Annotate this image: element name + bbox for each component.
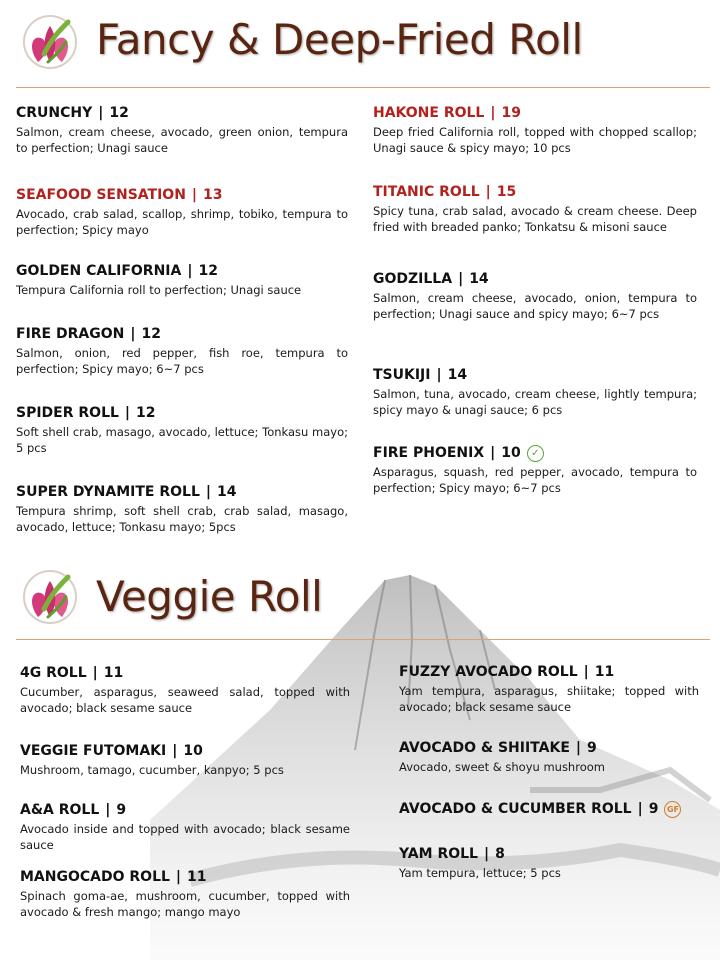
menu-item [373, 104, 697, 156]
item-name: A&A ROLL [20, 802, 100, 818]
item-price: 15 [496, 184, 517, 200]
item-price: 9 [116, 802, 127, 818]
item-description: Spicy tuna, crab salad, avocado & cream cheese. Deep fried with breaded panko; Tonkatsu & misoni sauce [373, 204, 697, 234]
item-name: VEGGIE FUTOMAKI [20, 743, 167, 759]
item-name-line [16, 325, 348, 343]
item-name: TITANIC ROLL [373, 184, 480, 200]
item-name: YAM ROLL [399, 846, 478, 862]
item-name-line [373, 444, 697, 462]
item-name-line [20, 868, 350, 886]
menu-item [16, 186, 348, 238]
item-description: Mushroom, tamago, cucumber, kanpyo; 5 pcs [20, 763, 284, 777]
separator: | [105, 802, 111, 818]
item-name-line [399, 800, 709, 818]
item-description: Deep fried California roll, topped with chopped scallop; Unagi sauce & spicy mayo; 10 pcs [373, 125, 697, 155]
item-description: Tempura California roll to perfection; Unagi sauce [16, 283, 302, 297]
item-name-line [16, 262, 348, 280]
lotus-logo-icon [22, 12, 80, 74]
item-name: SEAFOOD SENSATION [16, 187, 186, 203]
item-name: FIRE PHOENIX [373, 445, 485, 461]
item-description: Cucumber, asparagus, seaweed salad, topped with avocado; black sesame sauce [20, 685, 350, 715]
item-name: MANGOCADO ROLL [20, 869, 170, 885]
separator: | [187, 263, 193, 279]
separator: | [205, 484, 211, 500]
separator: | [172, 743, 178, 759]
item-name-line [399, 845, 699, 863]
section-header-fancy [0, 0, 720, 80]
section-title: Fancy & Deep-Fried Roll [96, 15, 583, 64]
item-price: 12 [109, 105, 129, 121]
item-price: 13 [203, 187, 223, 203]
item-price: 10 [501, 445, 521, 461]
item-name: TSUKIJI [373, 367, 431, 383]
menu-item [373, 183, 697, 235]
item-description: Avocado, sweet & shoyu mushroom [399, 760, 605, 774]
menu-item [373, 270, 697, 322]
item-price: 10 [183, 743, 203, 759]
menu-item [16, 325, 348, 377]
item-name-line [373, 270, 697, 288]
item-name-line [399, 739, 699, 757]
item-description: Avocado inside and topped with avocado; black sesame sauce [20, 822, 350, 852]
menu-item [399, 739, 699, 775]
item-name: FIRE DRAGON [16, 326, 125, 342]
gluten-free-icon: GF [664, 801, 681, 818]
separator: | [98, 105, 104, 121]
item-price: 9 [587, 740, 597, 756]
item-price: 9 [648, 801, 659, 817]
menu-item [373, 444, 697, 496]
item-description: Salmon, tuna, avocado, cream cheese, lightly tempura; spicy mayo & unagi sauce; 6 pcs [373, 387, 697, 417]
item-price: 11 [594, 664, 615, 680]
item-name: AVOCADO & CUCUMBER ROLL [399, 801, 632, 817]
item-description: Tempura shrimp, soft shell crab, crab salad, masago, avocado, lettuce; Tonkasu mayo; 5pcs [16, 504, 348, 534]
menu-item [373, 366, 697, 418]
item-name: HAKONE ROLL [373, 105, 485, 121]
item-name: 4G ROLL [20, 665, 87, 681]
section-header-veggie [0, 555, 720, 635]
section-divider [16, 639, 710, 640]
section-title: Veggie Roll [96, 572, 323, 621]
item-name-line [373, 366, 697, 384]
lotus-logo-icon [22, 567, 80, 629]
item-name-line [20, 664, 350, 682]
vegetarian-leaf-icon: ✓ [527, 445, 544, 462]
item-description: Soft shell crab, masago, avocado, lettuce; Tonkasu mayo; 5 pcs [16, 425, 348, 455]
separator: | [124, 405, 131, 421]
item-name: SPIDER ROLL [16, 405, 119, 421]
item-description: Asparagus, squash, red pepper, avocado, tempura to perfection; Spicy mayo; 6~7 pcs [373, 465, 697, 495]
item-price: 12 [136, 405, 156, 421]
separator: | [483, 846, 490, 862]
menu-item [399, 663, 699, 715]
separator: | [175, 869, 182, 885]
item-name: AVOCADO & SHIITAKE [399, 740, 570, 756]
menu-item [16, 262, 348, 298]
separator: | [191, 187, 198, 203]
item-name: FUZZY AVOCADO ROLL [399, 664, 578, 680]
item-price: 14 [217, 484, 237, 500]
item-name: SUPER DYNAMITE ROLL [16, 484, 200, 500]
item-name-line [373, 104, 697, 122]
separator: | [583, 664, 589, 680]
item-price: 14 [469, 271, 489, 287]
item-name-line [399, 663, 699, 681]
separator: | [485, 184, 491, 200]
item-price: 8 [495, 846, 505, 862]
item-description: Yam tempura, asparagus, shiitake; topped with avocado; black sesame sauce [399, 684, 699, 714]
item-description: Spinach goma-ae, mushroom, cucumber, topped with avocado & fresh mango; mango mayo [20, 889, 350, 919]
item-name-line [16, 186, 348, 204]
item-name-line [373, 183, 697, 201]
item-description: Salmon, onion, red pepper, fish roe, tempura to perfection; Spicy mayo; 6~7 pcs [16, 346, 348, 376]
separator: | [130, 326, 136, 342]
item-name: GODZILLA [373, 271, 453, 287]
item-price: 11 [187, 869, 207, 885]
item-name-line [16, 483, 348, 501]
menu-item [20, 801, 350, 853]
separator: | [92, 665, 98, 681]
item-price: 12 [198, 263, 218, 279]
item-name-line [16, 104, 348, 122]
item-name-line [20, 742, 350, 760]
menu-item [16, 483, 348, 535]
item-description: Avocado, crab salad, scallop, shrimp, tobiko, tempura to perfection; Spicy mayo [16, 207, 348, 237]
separator: | [490, 105, 496, 121]
item-description: Salmon, cream cheese, avocado, green onion, tempura to perfection; Unagi sauce [16, 125, 348, 155]
separator: | [436, 367, 442, 383]
menu-item [20, 742, 350, 778]
menu-item [20, 868, 350, 920]
separator: | [637, 801, 643, 817]
separator: | [575, 740, 582, 756]
item-name-line [16, 404, 348, 422]
item-price: 19 [501, 105, 521, 121]
menu-item [16, 404, 348, 456]
menu-item [399, 845, 699, 881]
item-price: 14 [447, 367, 468, 383]
item-name: CRUNCHY [16, 105, 93, 121]
item-price: 11 [103, 665, 124, 681]
separator: | [458, 271, 464, 287]
menu-item [16, 104, 348, 156]
separator: | [490, 445, 496, 461]
item-description: Salmon, cream cheese, avocado, onion, tempura to perfection; Unagi sauce and spicy mayo; 6~7 pcs [373, 291, 697, 321]
section-divider [16, 87, 710, 88]
item-price: 12 [141, 326, 161, 342]
menu-item [20, 664, 350, 716]
item-description: Yam tempura, lettuce; 5 pcs [399, 866, 561, 880]
menu-item [399, 800, 709, 818]
item-name: GOLDEN CALIFORNIA [16, 263, 182, 279]
item-name-line [20, 801, 350, 819]
